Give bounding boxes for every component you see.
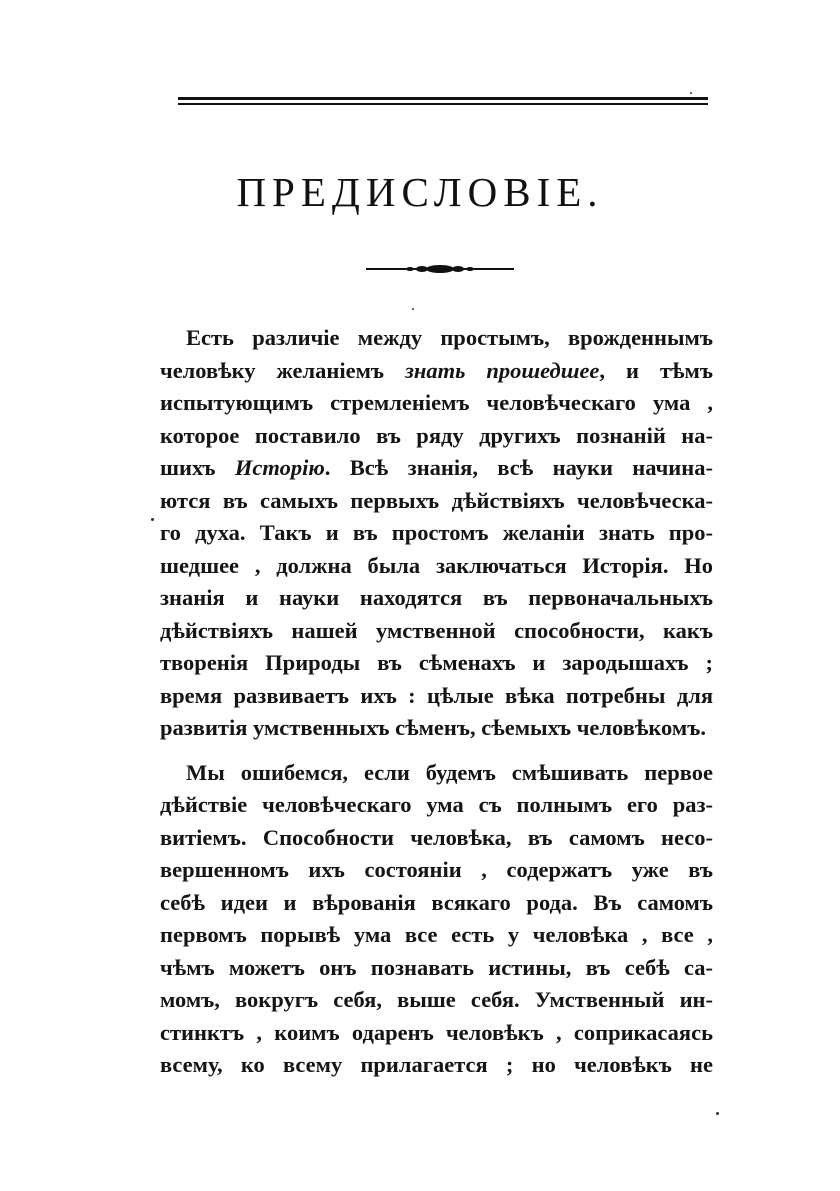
text-line: момъ, вокругъ себя, выше себя. Умственный ин- <box>160 987 713 1012</box>
text-line: первомъ порывѣ ума все есть у человѣка , все , <box>160 922 713 947</box>
text-line: время развиваетъ ихъ : цѣлые вѣка потребны для <box>160 682 713 708</box>
text-line: Есть различіе между простымъ, врожденнымъ <box>186 325 713 350</box>
ornament-right-bead <box>452 266 464 272</box>
text-line <box>160 452 713 485</box>
text-segment: . Всѣ знанія, всѣ науки начина- <box>324 455 713 480</box>
text-line: витіемъ. Способности человѣка, въ самомъ несо- <box>160 824 713 850</box>
text-line: ются въ самыхъ первыхъ дѣйствіяхъ человѣческа- <box>160 487 713 513</box>
print-speck <box>716 1112 719 1115</box>
text-line: дѣйствіе человѣческаго ума съ полнымъ его раз- <box>160 792 713 817</box>
text-line: го духа. Такъ и въ простомъ желаніи знать про- <box>160 520 713 545</box>
text-line: развитія умственныхъ сѣменъ, сѣемыхъ человѣкомъ. <box>160 715 706 740</box>
text-line: Мы ошибемся, если будемъ смѣшивать первое <box>186 759 713 785</box>
text-line: себѣ идеи и вѣрованія всякаго рода. Въ самомъ <box>160 889 713 915</box>
emphasized-text: Исторію <box>234 455 325 480</box>
text-line: испытующимъ стремленіемъ человѣческаго ума , <box>160 390 713 415</box>
text-line: чѣмъ можетъ онъ познавать истины, въ себѣ са- <box>160 954 713 980</box>
text-segment: шихъ <box>160 455 235 480</box>
text-line: творенія Природы въ сѣменахъ и зародышахъ ; <box>160 650 713 675</box>
ornament-left-small-bead <box>406 267 414 271</box>
text-line <box>160 355 713 388</box>
print-speck <box>151 518 154 521</box>
text-line: знанія и науки находятся въ первоначальныхъ <box>160 585 713 610</box>
page-title: ПРЕДИСЛОВІЕ. <box>236 169 604 215</box>
text-segment: человѣку желаніемъ <box>160 357 406 383</box>
text-line: вершенномъ ихъ состояніи , содержатъ уже въ <box>160 857 713 882</box>
print-speck <box>412 308 414 310</box>
paragraph <box>160 322 713 745</box>
emphasized-text: знать прошедшее <box>405 357 600 383</box>
ornament-right-small-bead <box>466 267 474 271</box>
header-double-rule <box>178 97 708 107</box>
text-line: всему, ко всему прилагается ; но человѣкъ не <box>160 1052 713 1077</box>
paragraph-gap <box>160 745 713 757</box>
text-line: которое поставило въ ряду другихъ познаній на- <box>160 422 713 448</box>
text-segment: , и тѣмъ <box>599 357 713 383</box>
header-rule-thin <box>178 103 708 105</box>
ornament-center <box>426 265 454 273</box>
title-ornament-divider <box>366 262 514 276</box>
text-line: дѣйствіяхъ нашей умственной способности, какъ <box>160 617 713 643</box>
preface-body <box>160 322 713 1082</box>
print-speck <box>690 92 692 94</box>
paragraph <box>160 757 713 1082</box>
ornament-left-bead <box>416 266 428 272</box>
header-rule-thick <box>178 97 708 100</box>
text-line: шедшее , должна была заключаться Исторія. Но <box>160 552 713 578</box>
text-line: стинктъ , коимъ одаренъ человѣкъ , соприкасаясь <box>160 1019 713 1045</box>
